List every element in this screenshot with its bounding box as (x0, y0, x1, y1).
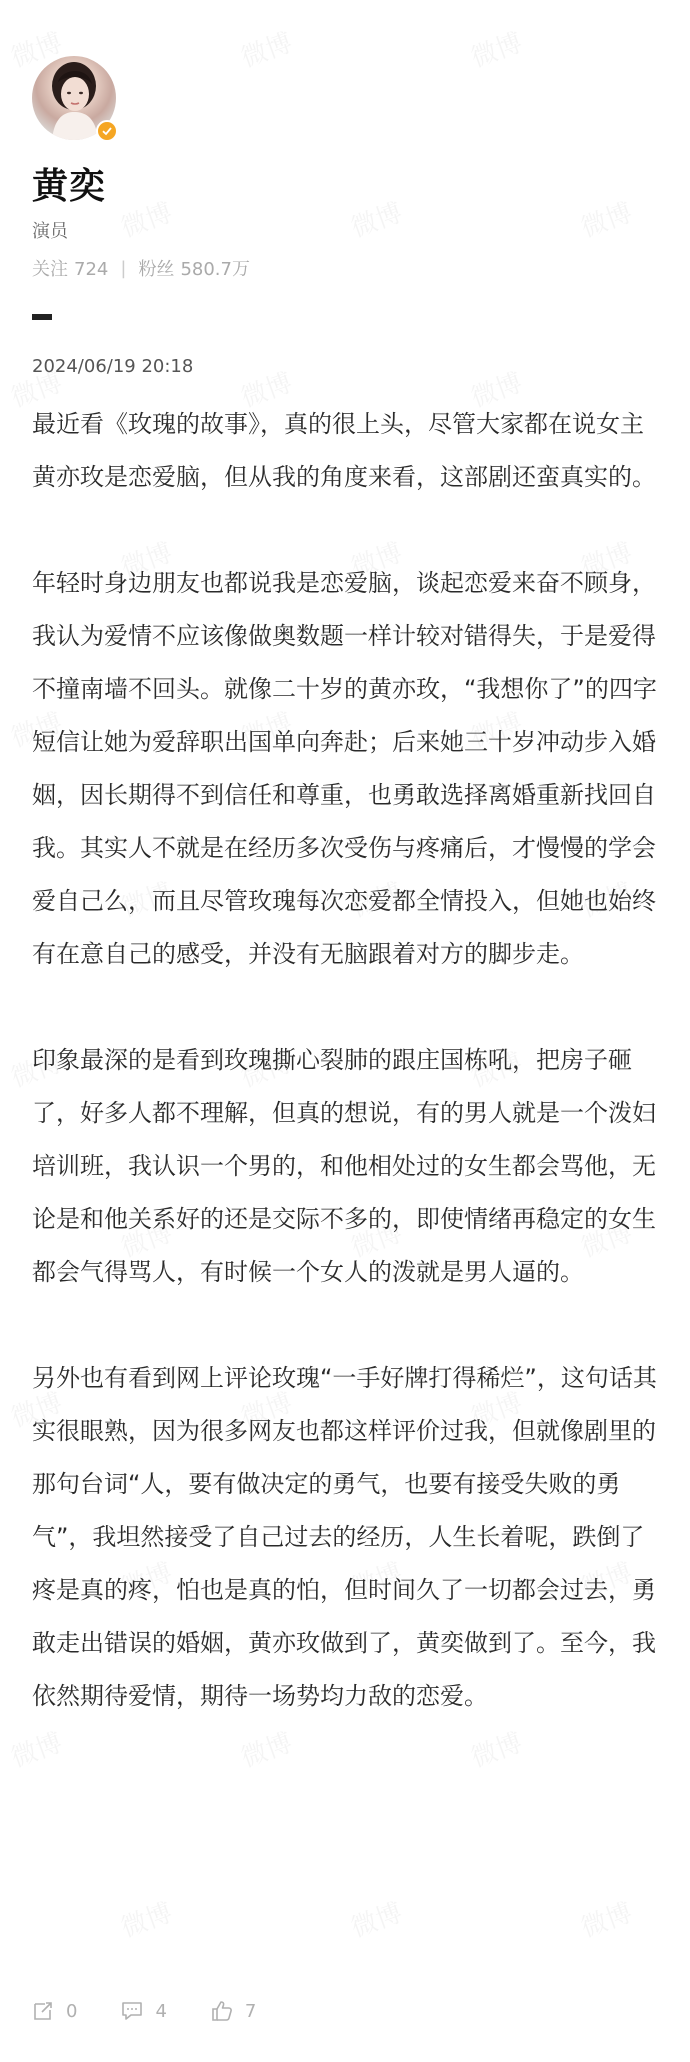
repost-count: 0 (66, 2000, 78, 2022)
profile-name[interactable]: 黄奕 (32, 166, 107, 207)
post-paragraph: 印象最深的是看到玫瑰撕心裂肺的跟庄国栋吼，把房子砸了，好多人都不理解，但真的想说，有的男人就是一个泼妇培训班，我认识一个男的，和他相处过的女生都会骂他，无论是和他关系好的还是交际不多的，即使情绪再稳定的女生都会气得骂人，有时候一个女人的泼就是男人逼的。 (32, 1046, 656, 1286)
repost-icon (32, 2000, 54, 2022)
stats-separator: | (120, 257, 127, 279)
comment-count: 4 (155, 2000, 167, 2022)
followers-label: 粉丝 (138, 259, 175, 280)
thumbs-up-icon (211, 2000, 233, 2022)
post-paragraph: 另外也有看到网上评论玫瑰“一手好牌打得稀烂”，这句话其实很眼熟，因为很多网友也都这样评价过我，但就像剧里的那句台词“人，要有做决定的勇气，也要有接受失败的勇气”，我坦然接受了自己过去的经历，人生长着呢，跌倒了疼是真的疼，怕也是真的怕，但时间久了一切都会过去，勇敢走出错误的婚姻，黄亦玫做到了，黄奕做到了。至今，我依然期待爱情，期待一场势均力敌的恋爱。 (32, 1364, 657, 1710)
watermark-text (575, 1892, 637, 1945)
comment-button[interactable] (121, 2000, 166, 2022)
watermark-text (465, 22, 527, 75)
post-date: 2024/06/19 20:18 (32, 356, 194, 377)
watermark-text (235, 22, 297, 75)
post-paragraph: 年轻时身边朋友也都说我是恋爱脑，谈起恋爱来奋不顾身，我认为爱情不应该像做奥数题一样计较对错得失，于是爱得不撞南墙不回头。就像二十岁的黄亦玫，“我想你了”的四字短信让她为爱辞职出国单向奔赴；后来她三十岁冲动步入婚姻，因长期得不到信任和尊重，也勇敢选择离婚重新找回自我。其实人不就是在经历多次受伤与疼痛后，才慢慢的学会爱自己么，而且尽管玫瑰每次恋爱都全情投入，但她也始终有在意自己的感受，并没有无脑跟着对方的脚步走。 (32, 569, 657, 968)
following-label: 关注 (32, 259, 68, 280)
post-paragraph: 最近看《玫瑰的故事》，真的很上头，尽管大家都在说女主黄亦玫是恋爱脑，但从我的角度来看，这部剧还蛮真实的。 (32, 410, 656, 491)
post-body (32, 398, 662, 1776)
like-count: 7 (244, 2000, 257, 2022)
followers-count: 580.7万 (180, 259, 250, 280)
watermark-text (345, 192, 407, 245)
profile-stats (32, 255, 250, 281)
like-button[interactable] (211, 2000, 256, 2022)
section-divider (32, 314, 52, 320)
comment-icon (121, 2000, 143, 2022)
profile-role: 演员 (32, 221, 68, 242)
watermark-text (345, 1892, 407, 1945)
watermark-text (115, 1892, 177, 1945)
following-count: 724 (74, 259, 109, 280)
repost-button[interactable] (32, 2000, 77, 2022)
verified-badge-icon (96, 120, 118, 142)
watermark-text (575, 192, 637, 245)
post-actions (32, 2000, 300, 2022)
watermark-text (115, 192, 177, 245)
following-stat[interactable] (32, 255, 108, 281)
followers-stat[interactable] (138, 255, 250, 281)
